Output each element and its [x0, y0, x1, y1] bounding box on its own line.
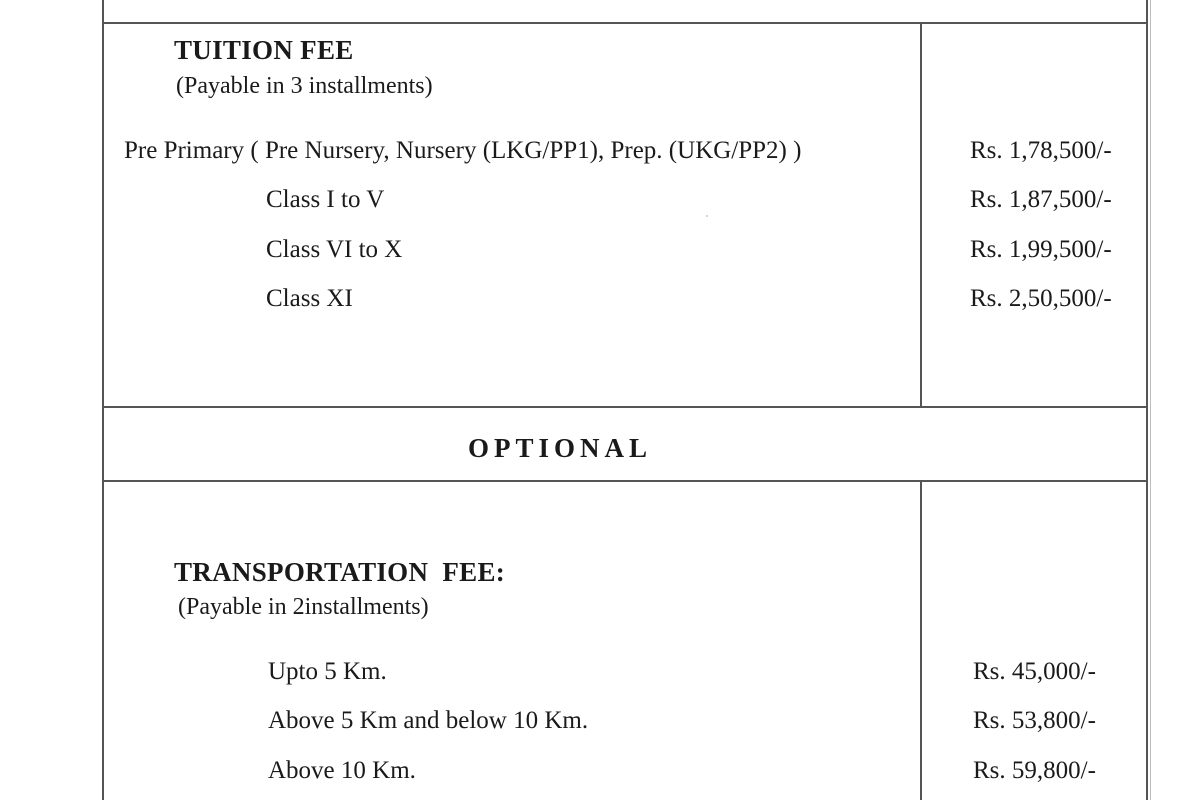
optional-top-divider	[102, 406, 1148, 408]
tuition-row-label: Class XI	[266, 285, 353, 312]
tuition-row-label: Class I to V	[266, 186, 385, 213]
transport-row-amount: Rs. 59,800/-	[973, 757, 1096, 784]
transportation-fee-note: (Payable in 2installments)	[178, 594, 429, 620]
tuition-row-label: Pre Primary ( Pre Nursery, Nursery (LKG/PP1), Prep. (UKG/PP2) )	[124, 137, 802, 164]
table-left-border	[102, 0, 104, 800]
transport-row-label: Above 10 Km.	[268, 757, 416, 784]
scan-speck	[706, 215, 708, 217]
transport-row-label: Upto 5 Km.	[268, 658, 387, 685]
tuition-row-amount: Rs. 2,50,500/-	[970, 285, 1112, 312]
tuition-fee-heading: TUITION FEE	[174, 35, 354, 65]
transport-row-amount: Rs. 45,000/-	[973, 658, 1096, 685]
transport-row-amount: Rs. 53,800/-	[973, 707, 1096, 734]
tuition-column-divider	[920, 22, 922, 408]
tuition-fee-note: (Payable in 3 installments)	[176, 73, 433, 99]
transport-row-label: Above 5 Km and below 10 Km.	[268, 707, 589, 734]
transport-column-divider	[920, 480, 922, 800]
top-section-divider	[102, 22, 1148, 24]
optional-section-title: OPTIONAL	[468, 433, 653, 463]
optional-bottom-divider	[102, 480, 1148, 482]
tuition-row-label: Class VI to X	[266, 236, 403, 263]
tuition-row-amount: Rs. 1,99,500/-	[970, 236, 1112, 263]
right-margin-line	[1150, 0, 1151, 800]
table-right-border	[1146, 0, 1148, 800]
transportation-fee-heading: TRANSPORTATION FEE:	[174, 557, 506, 587]
tuition-row-amount: Rs. 1,78,500/-	[970, 137, 1112, 164]
tuition-row-amount: Rs. 1,87,500/-	[970, 186, 1112, 213]
